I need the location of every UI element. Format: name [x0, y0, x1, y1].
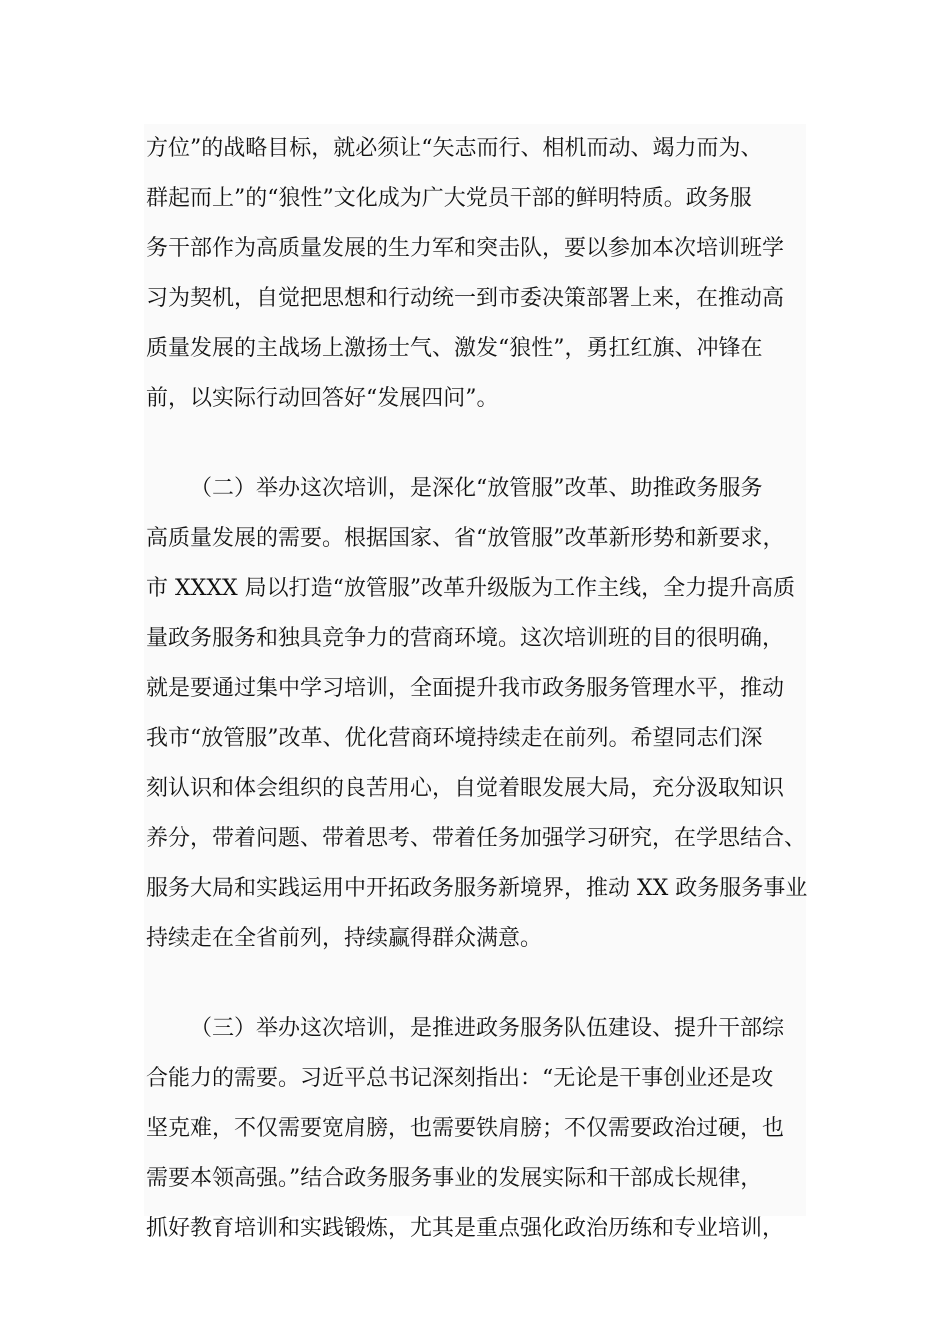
text-line: 刻认识和体会组织的良苦用心，自觉着眼发展大局，充分汲取知识: [146, 776, 785, 801]
text-line: 前，以实际行动回答好“发展四问”。: [146, 386, 499, 411]
text-line: 养分，带着问题、带着思考、带着任务加强学习研究，在学思结合、: [146, 826, 807, 851]
text-line: 群起而上”的“狼性”文化成为广大党员干部的鲜明特质。政务服: [146, 186, 752, 211]
text-line: 就是要通过集中学习培训，全面提升我市政务服务管理水平，推动: [146, 676, 785, 701]
paragraph-gap: [146, 964, 806, 1004]
text-line: 习为契机，自觉把思想和行动统一到市委决策部署上来，在推动高: [146, 286, 785, 311]
text-line: （三）举办这次培训，是推进政务服务队伍建设、提升干部综: [190, 1016, 785, 1041]
text-line: 需要本领高强。”结合政务服务事业的发展实际和干部成长规律，: [146, 1166, 763, 1191]
text-line: 量政务服务和独具竞争力的营商环境。这次培训班的目的很明确，: [146, 626, 785, 651]
text-line: 高质量发展的需要。根据国家、省“放管服”改革新形势和新要求，: [146, 526, 785, 551]
text-line: 质量发展的主战场上激扬士气、激发“狼性”，勇扛红旗、冲锋在: [146, 336, 763, 361]
paragraph-1: [146, 124, 806, 424]
paragraph-2: [146, 464, 806, 964]
text-line: （二）举办这次培训，是深化“放管服”改革、助推政务服务: [190, 476, 763, 501]
text-line: 方位”的战略目标，就必须让“矢志而行、相机而动、竭力而为、: [146, 136, 763, 161]
paragraph-gap: [146, 424, 806, 464]
text-line: 合能力的需要。习近平总书记深刻指出：“无论是干事创业还是攻: [146, 1066, 774, 1091]
text-line: 我市“放管服”改革、优化营商环境持续走在前列。希望同志们深: [146, 726, 763, 751]
text-line: 市 XXXX 局以打造“放管服”改革升级版为工作主线，全力提升高质: [146, 576, 796, 601]
text-line: 务干部作为高质量发展的生力军和突击队，要以参加本次培训班学: [146, 236, 785, 261]
text-line: 抓好教育培训和实践锻炼，尤其是重点强化政治历练和专业培训，: [146, 1216, 785, 1241]
text-line: 持续走在全省前列，持续赢得群众满意。: [146, 926, 543, 951]
text-line: 服务大局和实践运用中开拓政务服务新境界，推动 XX 政务服务事业: [146, 876, 808, 901]
document-body: [146, 124, 806, 1254]
text-line: 坚克难，不仅需要宽肩膀，也需要铁肩膀；不仅需要政治过硬，也: [146, 1116, 785, 1141]
paragraph-3: [146, 1004, 806, 1254]
